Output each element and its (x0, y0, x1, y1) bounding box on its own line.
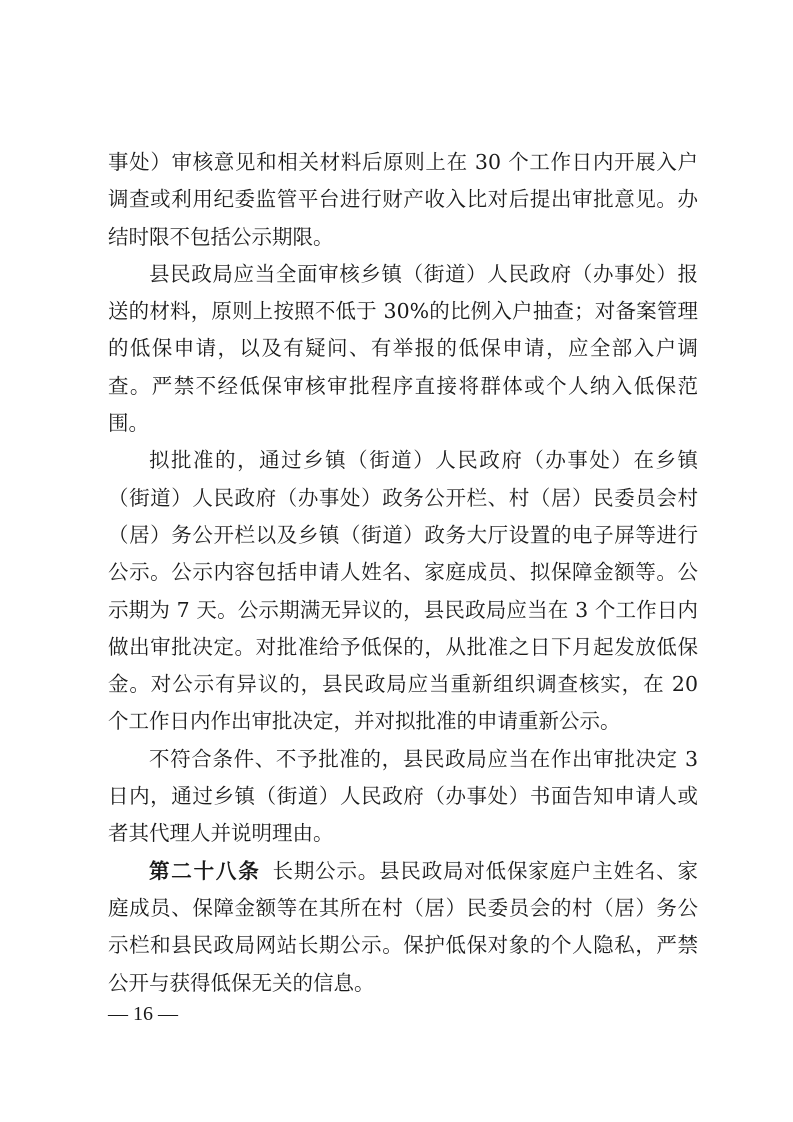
article-28-text: 长期公示。县民政局对低保家庭户主姓名、家庭成员、保障金额等在其所在村（居）民委员会的村（居）务公示栏和县民政局网站长期公示。保护低保对象的个人隐私，严禁公开与获得低保无关的信息。 (108, 858, 698, 995)
paragraph-2-text: 县民政局应当全面审核乡镇（街道）人民政府（办事处）报送的材料，原则上按照不低于 30%的比例入户抽查；对备案管理的低保申请，以及有疑问、有举报的低保申请，应全部入户调查。严禁不经低保审核审批程序直接将群体或个人纳入低保范围。 (108, 261, 698, 436)
paragraph-1-text: 事处）审核意见和相关材料后原则上在 30 个工作日内开展入户调查或利用纪委监管平台进行财产收入比对后提出审批意见。办结时限不包括公示期限。 (108, 150, 698, 249)
paragraph-3-text: 拟批准的，通过乡镇（街道）人民政府（办事处）在乡镇（街道）人民政府（办事处）政务公开栏、村（居）民委员会村（居）务公开栏以及乡镇（街道）政务大厅设置的电子屏等进行公示。公示内容包括申请人姓名、家庭成员、拟保障金额等。公示期为 7 天。公示期满无异议的，县民政局应当在 3 个工作日内做出审批决定。对批准给予低保的，从批准之日下月起发放低保金。对公示有异议的，县民政局应当重新组织调查核实，在 20 个工作日内作出审批决定，并对拟批准的申请重新公示。 (108, 448, 698, 734)
article-heading: 第二十八条 (149, 858, 261, 883)
paragraph-4 (108, 741, 698, 853)
page-number: — 16 — (108, 1003, 178, 1025)
paragraph-4-text: 不符合条件、不予批准的，县民政局应当在作出审批决定 3 日内，通过乡镇（街道）人民政府（办事处）书面告知申请人或者其代理人并说明理由。 (108, 746, 698, 846)
paragraph-3 (108, 442, 698, 740)
article-28-paragraph (108, 853, 698, 1002)
paragraph-2 (108, 256, 698, 442)
paragraph-1 (108, 144, 698, 256)
document-body (108, 144, 698, 1002)
